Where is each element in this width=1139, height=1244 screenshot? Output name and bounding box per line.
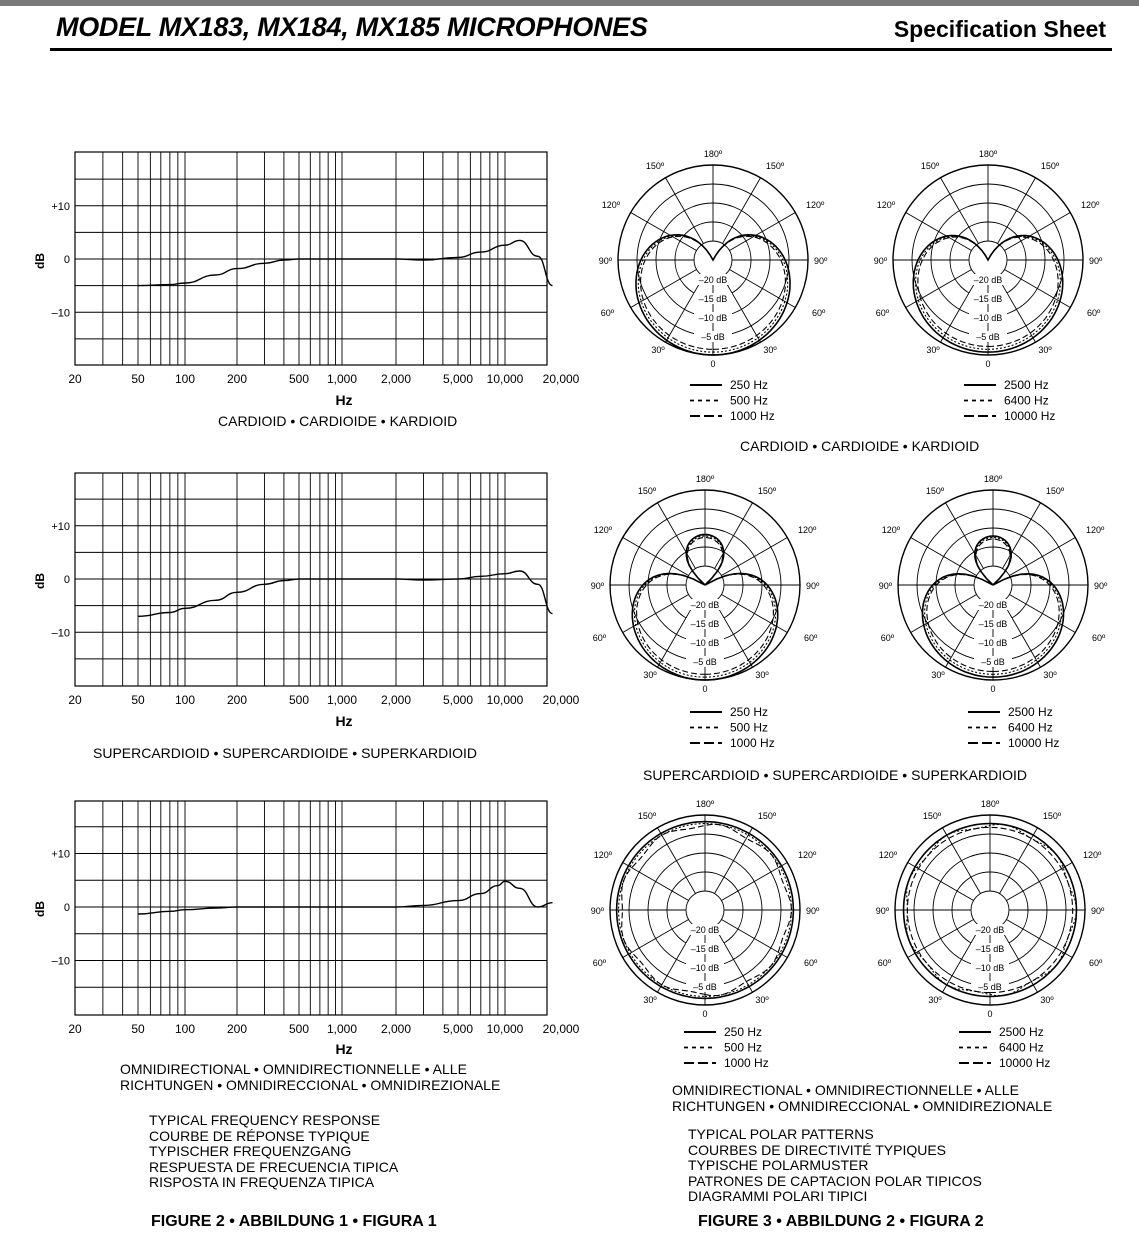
caption-cardioid-freq: CARDIOID • CARDIOIDE • KARDIOID bbox=[218, 413, 458, 429]
typical-freq-line: TYPISCHER FREQUENZGANG bbox=[149, 1143, 352, 1159]
polar-spoke bbox=[946, 503, 984, 569]
polar-ring-label: –10 dB bbox=[973, 313, 1003, 323]
typical-freq-line: RISPOSTA IN FREQUENZA TIPICA bbox=[149, 1174, 375, 1190]
legend-label: 10000 Hz bbox=[1008, 736, 1060, 750]
freq-response-curve bbox=[138, 571, 553, 616]
polar-spoke bbox=[658, 503, 696, 569]
freq-xtick-label: 5,000 bbox=[442, 693, 474, 707]
polar-angle-label: 60º bbox=[804, 958, 818, 968]
freq-ytick-label: +10 bbox=[51, 200, 70, 213]
polar-angle-label: 0 bbox=[702, 684, 708, 694]
polar-angle-label: 90º bbox=[878, 581, 892, 591]
freq-xtick-label: 2,000 bbox=[380, 1022, 412, 1036]
polar-ring bbox=[686, 891, 724, 929]
freq-ylabel: dB bbox=[33, 901, 47, 917]
polar-angle-label: 180º bbox=[980, 799, 1000, 809]
polar-angle-label: 150º bbox=[920, 161, 940, 171]
freq-ytick-label: +10 bbox=[51, 848, 70, 861]
polar-angle-label: 30º bbox=[1038, 345, 1052, 355]
polar-angle-label: 60º bbox=[1087, 308, 1101, 318]
freq-xtick-label: 500 bbox=[288, 1022, 310, 1036]
freq-xtick-label: 5,000 bbox=[442, 1022, 474, 1036]
polar-angle-label: 180º bbox=[703, 149, 723, 159]
legend-label: 6400 Hz bbox=[1008, 720, 1053, 735]
freq-ytick-label: +10 bbox=[51, 520, 70, 533]
polar-spoke bbox=[721, 538, 787, 576]
polar-angle-label: 60º bbox=[804, 633, 818, 643]
polar-spoke bbox=[941, 178, 979, 244]
polar-angle-label: 30º bbox=[931, 670, 945, 680]
polar-plot bbox=[893, 165, 1083, 355]
legend-label: 500 Hz bbox=[730, 720, 769, 735]
freq-response-curve bbox=[138, 881, 553, 914]
freq-xtick-label: 20 bbox=[68, 372, 82, 386]
caption-supercardioid-polar: SUPERCARDIOID • SUPERCARDIOIDE • SUPERKARDIOID bbox=[643, 767, 1027, 783]
polar-angle-label: 90º bbox=[814, 256, 828, 266]
caption-omni-polar-line2: RICHTUNGEN • OMNIDIRECCIONAL • OMNIDIREZIONALE bbox=[672, 1098, 1053, 1114]
polar-ring-label: –20 dB bbox=[973, 275, 1003, 285]
caption-cardioid-polar: CARDIOID • CARDIOIDE • KARDIOID bbox=[740, 438, 980, 454]
polar-angle-label: 60º bbox=[592, 958, 606, 968]
polar-angle-label: 90º bbox=[598, 256, 612, 266]
polar-spoke bbox=[715, 503, 753, 569]
polar-spoke bbox=[723, 178, 761, 244]
polar-angle-label: 150º bbox=[757, 486, 777, 496]
legend-label: 10000 Hz bbox=[999, 1056, 1051, 1070]
polar-angle-label: 60º bbox=[592, 633, 606, 643]
polar-spoke bbox=[721, 863, 787, 901]
polar-angle-label: 30º bbox=[643, 995, 657, 1005]
freq-xtick-label: 10,000 bbox=[486, 372, 524, 386]
polar-angle-label: 30º bbox=[1040, 995, 1054, 1005]
polar-ring-label: –5 dB bbox=[978, 982, 1002, 992]
typical-polar-line: TYPICAL POLAR PATTERNS bbox=[688, 1126, 874, 1142]
polar-angle-label: 150º bbox=[757, 811, 777, 821]
polar-angle-label: 120º bbox=[601, 200, 620, 210]
polar-angle-label: 120º bbox=[881, 525, 900, 535]
polar-angle-label: 120º bbox=[1081, 200, 1100, 210]
polar-angle-label: 150º bbox=[1042, 811, 1062, 821]
freq-xtick-label: 10,000 bbox=[486, 693, 524, 707]
polar-angle-label: 150º bbox=[922, 811, 942, 821]
polar-ring-label: –15 dB bbox=[690, 619, 720, 629]
freq-chart-frame bbox=[75, 801, 547, 1015]
legend-label: 500 Hz bbox=[730, 393, 769, 408]
page-title: MODEL MX183, MX184, MX185 MICROPHONES bbox=[56, 12, 648, 42]
typical-polar-line: PATRONES DE CAPTACION POLAR TIPICOS bbox=[688, 1173, 982, 1189]
polar-angle-label: 180º bbox=[695, 474, 715, 484]
legend-label: 1000 Hz bbox=[730, 736, 775, 750]
polar-angle-label: 60º bbox=[1089, 958, 1103, 968]
polar-spoke bbox=[943, 828, 981, 894]
polar-angle-label: 0 bbox=[985, 359, 991, 369]
freq-xlabel: Hz bbox=[335, 1041, 353, 1057]
freq-xtick-label: 20,000 bbox=[542, 1022, 580, 1036]
legend-label: 250 Hz bbox=[724, 1025, 763, 1039]
polar-angle-label: 30º bbox=[651, 345, 665, 355]
polar-ring-label: –15 dB bbox=[978, 619, 1008, 629]
polar-angle-label: 60º bbox=[880, 633, 894, 643]
polar-angle-label: 0 bbox=[710, 359, 716, 369]
polar-angle-label: 120º bbox=[876, 200, 895, 210]
polar-angle-label: 120º bbox=[593, 850, 612, 860]
freq-xtick-label: 20 bbox=[68, 693, 82, 707]
freq-ytick-label: –10 bbox=[51, 955, 70, 968]
freq-xtick-label: 2,000 bbox=[380, 372, 412, 386]
polar-angle-label: 30º bbox=[1043, 670, 1057, 680]
polar-spoke bbox=[1003, 503, 1041, 569]
legend-label: 250 Hz bbox=[730, 378, 769, 392]
polar-angle-label: 150º bbox=[645, 161, 665, 171]
polar-angle-label: 120º bbox=[878, 850, 897, 860]
polar-plot bbox=[610, 490, 800, 680]
polar-ring-label: –5 dB bbox=[701, 332, 725, 342]
polar-angle-label: 90º bbox=[1091, 906, 1105, 916]
polar-ring-label: –10 dB bbox=[978, 638, 1008, 648]
polar-angle-label: 150º bbox=[765, 161, 785, 171]
freq-xtick-label: 20,000 bbox=[542, 693, 580, 707]
polar-spoke bbox=[729, 213, 795, 251]
polar-angle-label: 120º bbox=[1086, 525, 1105, 535]
polar-spoke bbox=[631, 213, 697, 251]
polar-angle-label: 90º bbox=[590, 581, 604, 591]
polar-angle-label: 30º bbox=[755, 670, 769, 680]
freq-xtick-label: 20,000 bbox=[542, 372, 580, 386]
polar-angle-label: 0 bbox=[702, 1009, 708, 1019]
polar-spoke bbox=[911, 538, 977, 576]
freq-xtick-label: 2,000 bbox=[380, 693, 412, 707]
polar-ring-label: –10 dB bbox=[690, 963, 720, 973]
polar-angle-label: 30º bbox=[926, 345, 940, 355]
polar-angle-label: 180º bbox=[695, 799, 715, 809]
legend-label: 6400 Hz bbox=[1004, 393, 1049, 408]
polar-ring-label: –20 dB bbox=[690, 925, 720, 935]
polar-ring-label: –20 dB bbox=[690, 600, 720, 610]
sheet-label: Specification Sheet bbox=[893, 16, 1106, 42]
freq-xtick-label: 200 bbox=[226, 693, 248, 707]
polar-spoke bbox=[623, 538, 689, 576]
polar-spoke bbox=[1006, 920, 1072, 958]
polar-angle-label: 90º bbox=[806, 906, 820, 916]
polar-angle-label: 30º bbox=[763, 345, 777, 355]
polar-angle-label: 60º bbox=[875, 308, 889, 318]
polar-spoke bbox=[666, 178, 704, 244]
polar-angle-label: 90º bbox=[1094, 581, 1108, 591]
polar-ring-label: –20 dB bbox=[975, 925, 1005, 935]
polar-angle-label: 150º bbox=[637, 486, 657, 496]
polar-spoke bbox=[1004, 213, 1070, 251]
freq-xtick-label: 200 bbox=[226, 1022, 248, 1036]
freq-ytick-label: 0 bbox=[63, 254, 70, 266]
polar-spoke bbox=[1009, 538, 1075, 576]
polar-ring-label: –15 dB bbox=[975, 944, 1005, 954]
legend-label: 2500 Hz bbox=[1008, 705, 1053, 719]
legend-label: 1000 Hz bbox=[730, 409, 775, 423]
freq-xtick-label: 50 bbox=[131, 693, 145, 707]
typical-polar-line: DIAGRAMMI POLARI TIPICI bbox=[688, 1188, 868, 1204]
freq-xtick-label: 200 bbox=[226, 372, 248, 386]
freq-ytick-label: –10 bbox=[51, 627, 70, 640]
polar-ring-label: –15 dB bbox=[690, 944, 720, 954]
figure-3-label: FIGURE 3 • ABBILDUNG 2 • FIGURA 2 bbox=[698, 1213, 984, 1230]
typical-polar-line: COURBES DE DIRECTIVITÉ TYPIQUES bbox=[688, 1142, 947, 1158]
freq-response-curve bbox=[138, 240, 553, 285]
caption-omni-freq-line2: RICHTUNGEN • OMNIDIRECCIONAL • OMNIDIREZIONALE bbox=[120, 1077, 501, 1093]
polar-angle-label: 120º bbox=[798, 525, 817, 535]
polar-ring-label: –15 dB bbox=[973, 294, 1003, 304]
polar-ring-label: –10 dB bbox=[690, 638, 720, 648]
polar-ring-label: –20 dB bbox=[698, 275, 728, 285]
polar-spoke bbox=[721, 920, 787, 958]
typical-freq-line: RESPUESTA DE FRECUENCIA TIPICA bbox=[149, 1159, 399, 1175]
polar-spoke bbox=[911, 595, 977, 633]
freq-xlabel: Hz bbox=[335, 713, 353, 729]
freq-xtick-label: 10,000 bbox=[486, 1022, 524, 1036]
polar-plot bbox=[895, 815, 1085, 1005]
polar-spoke bbox=[623, 920, 689, 958]
polar-spoke bbox=[906, 213, 972, 251]
polar-spoke bbox=[998, 178, 1036, 244]
freq-xtick-label: 1,000 bbox=[326, 693, 358, 707]
polar-angle-label: 150º bbox=[1040, 161, 1060, 171]
caption-omni-polar-line1: OMNIDIRECTIONAL • OMNIDIRECTIONNELLE • ALLE bbox=[672, 1082, 1019, 1098]
polar-ring-label: –10 dB bbox=[698, 313, 728, 323]
freq-ytick-label: 0 bbox=[63, 574, 70, 586]
freq-xtick-label: 100 bbox=[174, 1022, 196, 1036]
freq-xtick-label: 100 bbox=[174, 372, 196, 386]
legend-label: 10000 Hz bbox=[1004, 409, 1056, 423]
polar-plot bbox=[898, 490, 1088, 680]
polar-angle-label: 60º bbox=[1092, 633, 1106, 643]
polar-angle-label: 0 bbox=[990, 684, 996, 694]
polar-angle-label: 30º bbox=[755, 995, 769, 1005]
typical-freq-line: COURBE DE RÉPONSE TYPIQUE bbox=[149, 1128, 370, 1144]
polar-spoke bbox=[658, 828, 696, 894]
polar-angle-label: 0 bbox=[987, 1009, 993, 1019]
polar-spoke bbox=[1009, 595, 1075, 633]
polar-spoke bbox=[715, 828, 753, 894]
freq-xtick-label: 50 bbox=[131, 1022, 145, 1036]
polar-spoke bbox=[1000, 828, 1038, 894]
polar-angle-label: 90º bbox=[873, 256, 887, 266]
polar-spoke bbox=[1006, 863, 1072, 901]
polar-angle-label: 60º bbox=[877, 958, 891, 968]
polar-angle-label: 120º bbox=[593, 525, 612, 535]
legend-label: 1000 Hz bbox=[724, 1056, 769, 1070]
legend-label: 2500 Hz bbox=[999, 1025, 1044, 1039]
polar-angle-label: 30º bbox=[928, 995, 942, 1005]
polar-ring-label: –5 dB bbox=[693, 982, 717, 992]
typical-polar-line: TYPISCHE POLARMUSTER bbox=[688, 1157, 869, 1173]
legend-label: 6400 Hz bbox=[999, 1040, 1044, 1055]
polar-angle-label: 180º bbox=[983, 474, 1003, 484]
polar-ring-label: –5 dB bbox=[981, 657, 1005, 667]
freq-xlabel: Hz bbox=[335, 392, 353, 408]
freq-xtick-label: 50 bbox=[131, 372, 145, 386]
polar-plot bbox=[610, 815, 800, 1005]
polar-ring-label: –5 dB bbox=[976, 332, 1000, 342]
polar-spoke bbox=[908, 863, 974, 901]
freq-xtick-label: 1,000 bbox=[326, 372, 358, 386]
polar-angle-label: 150º bbox=[925, 486, 945, 496]
freq-xtick-label: 20 bbox=[68, 1022, 82, 1036]
polar-ring-label: –10 dB bbox=[975, 963, 1005, 973]
polar-angle-label: 180º bbox=[978, 149, 998, 159]
polar-angle-label: 120º bbox=[798, 850, 817, 860]
polar-angle-label: 60º bbox=[600, 308, 614, 318]
polar-plot bbox=[618, 165, 808, 355]
legend-label: 250 Hz bbox=[730, 705, 769, 719]
freq-ytick-label: –10 bbox=[51, 307, 70, 320]
polar-ring-label: –5 dB bbox=[693, 657, 717, 667]
polar-ring-label: –15 dB bbox=[698, 294, 728, 304]
typical-freq-line: TYPICAL FREQUENCY RESPONSE bbox=[149, 1112, 381, 1128]
polar-angle-label: 150º bbox=[1045, 486, 1065, 496]
polar-angle-label: 120º bbox=[806, 200, 825, 210]
freq-ylabel: dB bbox=[33, 253, 47, 269]
freq-xtick-label: 500 bbox=[288, 372, 310, 386]
polar-angle-label: 150º bbox=[637, 811, 657, 821]
polar-angle-label: 90º bbox=[1089, 256, 1103, 266]
freq-xtick-label: 1,000 bbox=[326, 1022, 358, 1036]
polar-angle-label: 120º bbox=[1083, 850, 1102, 860]
legend-label: 2500 Hz bbox=[1004, 378, 1049, 392]
freq-xtick-label: 5,000 bbox=[442, 372, 474, 386]
polar-angle-label: 60º bbox=[812, 308, 826, 318]
freq-ytick-label: 0 bbox=[63, 902, 70, 914]
caption-supercardioid-freq: SUPERCARDIOID • SUPERCARDIOIDE • SUPERKARDIOID bbox=[93, 745, 477, 761]
polar-ring bbox=[971, 891, 1009, 929]
freq-xtick-label: 500 bbox=[288, 693, 310, 707]
polar-angle-label: 90º bbox=[590, 906, 604, 916]
freq-ylabel: dB bbox=[33, 573, 47, 589]
freq-xtick-label: 100 bbox=[174, 693, 196, 707]
polar-ring-label: –20 dB bbox=[978, 600, 1008, 610]
polar-angle-label: 30º bbox=[643, 670, 657, 680]
polar-spoke bbox=[623, 863, 689, 901]
polar-spoke bbox=[908, 920, 974, 958]
legend-label: 500 Hz bbox=[724, 1040, 763, 1055]
polar-angle-label: 90º bbox=[806, 581, 820, 591]
figure-2-label: FIGURE 2 • ABBILDUNG 1 • FIGURA 1 bbox=[151, 1213, 437, 1230]
polar-angle-label: 90º bbox=[875, 906, 889, 916]
caption-omni-freq-line1: OMNIDIRECTIONAL • OMNIDIRECTIONNELLE • ALLE bbox=[120, 1061, 467, 1077]
